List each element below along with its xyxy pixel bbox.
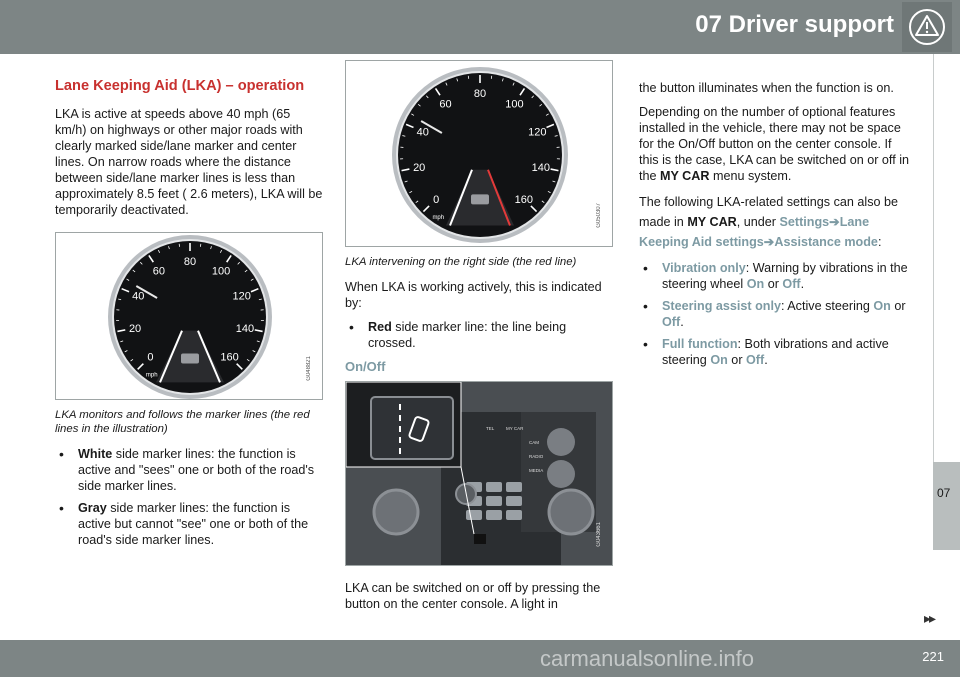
warning-badge <box>902 2 952 52</box>
settings-list <box>639 260 914 368</box>
warning-triangle-icon <box>908 8 946 46</box>
menu-path-assistance-mode: Assistance mode <box>774 235 878 249</box>
figure-caption: LKA intervening on the right side (the red line) <box>345 256 577 268</box>
car-icon <box>471 194 489 204</box>
console-button-label: MEDIA <box>529 468 544 473</box>
figure-speedometer-intervening <box>345 60 613 247</box>
list-item: • White side marker lines: the function is active and "sees" one or both of the road's side marker lines. <box>55 446 325 494</box>
marker-line-list <box>55 446 325 548</box>
options-paragraph: Depending on the number of optional features installed in the vehicle, there may not be space for the On/Off button on the center console. If this is the case, LKA can be switched on or off in the MY CAR menu system. <box>639 105 909 183</box>
chevron-right-icon: ➔ <box>829 215 840 229</box>
onoff-paragraph: LKA can be switched on or off by pressing the button on the center console. A light in <box>345 581 601 611</box>
speed-label: 20 <box>413 162 426 175</box>
speed-label: 60 <box>152 265 166 278</box>
menu-path-settings: Settings <box>779 215 830 229</box>
chapter-tab-label: 07 <box>937 486 951 500</box>
chapter-title: 07 Driver support <box>695 11 894 38</box>
speed-label: 120 <box>232 290 251 303</box>
chapter-tab <box>933 462 960 550</box>
intro-paragraph: LKA is active at speeds above 40 mph (65 km/h) on highways or other major roads with clearly marked side/lane marker and center lines. On narrow roads where the distance between side/lane marker lines is less than approximately 8.5 feet ( 2.6 meters), LKA will be temporarily deactivated. <box>55 107 323 217</box>
speed-label: 140 <box>235 322 255 335</box>
column-2 <box>345 60 615 620</box>
double-chevron-right-icon: ▸▸ <box>924 610 935 626</box>
margin-rule <box>933 54 934 462</box>
page-footer <box>0 640 960 677</box>
speed-label: 100 <box>211 265 231 278</box>
console-button-labels <box>346 382 613 566</box>
onoff-heading: On/Off <box>345 359 386 374</box>
console-button-label: RADIO <box>529 454 544 459</box>
figure-speedometer-monitoring <box>55 232 323 400</box>
speed-label: 40 <box>416 126 429 139</box>
list-item: • Vibration only: Warning by vibrations in the steering wheel On or Off. <box>639 260 914 292</box>
speed-label: 160 <box>220 351 239 364</box>
speed-label: 20 <box>128 322 142 335</box>
speed-label: 0 <box>147 351 154 364</box>
page-number: 221 <box>922 649 944 664</box>
car-icon <box>181 353 199 363</box>
speed-label: 80 <box>473 88 487 100</box>
unit-label: mph <box>145 372 158 379</box>
speedometer-gauge <box>56 233 323 400</box>
speed-label: 100 <box>505 98 524 111</box>
list-item: • Full function: Both vibrations and active steering On or Off. <box>639 336 914 368</box>
figure-caption: LKA monitors and follows the marker lines (the red lines in the illustration) <box>55 409 310 435</box>
chevron-right-icon: ➔ <box>763 235 775 249</box>
speed-label: 80 <box>183 256 197 268</box>
figure-center-console <box>345 381 613 566</box>
indicator-list <box>345 319 615 351</box>
speed-label: 140 <box>531 162 550 175</box>
speed-label: 60 <box>439 98 452 111</box>
column-1 <box>55 78 325 554</box>
console-button-label: TEL <box>486 426 495 431</box>
settings-paragraph: The following LKA-related settings can also be made in MY CAR, under Settings➔Lane Keeping Aid settings➔Assistance mode: <box>639 195 899 249</box>
working-paragraph: When LKA is working actively, this is indicated by: <box>345 280 602 310</box>
list-item: • Gray side marker lines: the function is active but cannot "see" one or both of the road's side marker lines. <box>55 500 325 548</box>
speed-label: 0 <box>433 193 440 206</box>
speed-label: 120 <box>528 126 547 139</box>
list-item: • Steering assist only: Active steering On or Off. <box>639 298 914 330</box>
console-button-label: CAM <box>529 440 539 445</box>
console-button-label: MY CAR <box>506 426 524 431</box>
figure-code: G048821 <box>306 356 312 381</box>
speed-label: 160 <box>514 193 534 206</box>
column-3 <box>639 80 914 374</box>
menu-path-lka-settings: Lane Keeping Aid settings <box>639 215 870 249</box>
speedometer-gauge <box>346 61 613 247</box>
speed-label: 40 <box>132 290 145 303</box>
unit-label: mph <box>432 214 445 221</box>
onoff-paragraph-continued: the button illuminates when the function is on. <box>639 81 894 95</box>
figure-code: G050307 <box>596 203 602 228</box>
section-title: Lane Keeping Aid (LKA) – operation <box>55 78 305 94</box>
figure-code: G043661 <box>596 522 602 547</box>
list-item: • Red side marker line: the line being crossed. <box>345 319 615 351</box>
watermark: carmanualsonline.info <box>540 646 755 671</box>
